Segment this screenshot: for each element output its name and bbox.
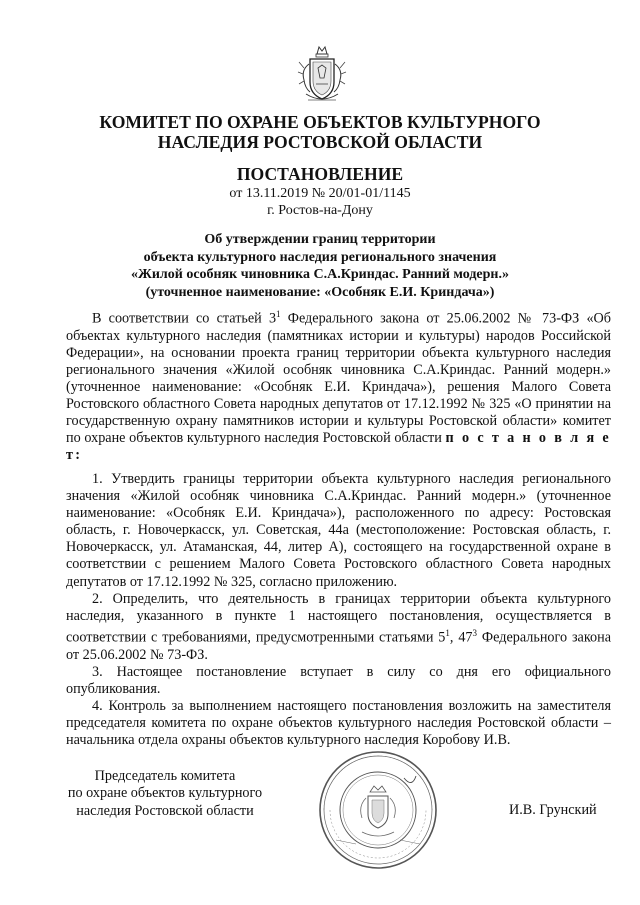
decree-keyword: п о с т а н о в л я е т: — [66, 430, 611, 464]
subject-line-4: (уточненное наименование: «Особняк Е.И. Криндача») — [145, 284, 495, 300]
org-name-line-1: КОМИТЕТ ПО ОХРАНЕ ОБЪЕКТОВ КУЛЬТУРНОГО — [99, 112, 541, 132]
item-2-superscript-1: 1 — [445, 627, 450, 638]
organization-header — [0, 112, 640, 152]
signatory-position-line-1: Председатель комитета — [94, 768, 236, 784]
preamble-text-start: В соответствии со статьей 3 — [92, 310, 277, 327]
signatory-position-line-3: наследия Ростовской области — [76, 802, 254, 819]
signatory-position — [60, 768, 270, 820]
preamble-text-main: Федерального закона от 25.06.2002 № 73-ФЗ «Об объектах культурного наследия (памятниках истории и культуры) народов Российской Федерации», на основании проекта границ территории объекта культурного наследия регионального значения «Жилой особняк чиновника С.А.Криндас. Ранний модерн.» (уточненное наименование: «Особняк Е.И. Криндача»), решения Малого Совета Ростовского областного Совета народных депутатов от 17.12.1992 № 325 «О принятии на государственную охрану памятников истории и культуры Ростовской области» комитет по охране объектов культурного наследия Ростовской области — [66, 310, 611, 447]
signatory-name: И.В. Грунский — [509, 802, 597, 818]
article-superscript: 1 — [276, 309, 281, 319]
item-3: 3. Настоящее постановление вступает в силу со дня его официального опубликования. — [66, 663, 611, 697]
subject-line-2: объекта культурного наследия регионального значения — [143, 249, 497, 265]
org-name-line-2: НАСЛЕДИЯ РОСТОВСКОЙ ОБЛАСТИ — [157, 132, 483, 152]
document-number-date: от 13.11.2019 № 20/01-01/1145 — [229, 186, 411, 201]
preamble-paragraph — [66, 306, 611, 465]
document-subject — [0, 231, 640, 301]
item-2-text-c: Федерального закона от 25.06.2002 № 73-ФЗ. — [66, 629, 612, 663]
resolution-items — [66, 471, 611, 749]
item-2-text-a: 2. Определить, что деятельность в границах территории объекта культурного наследия, указанного в пункте 1 настоящего постановления, осуществляется в соответствии с требованиями, предусмотренными статьями 5 — [66, 590, 611, 646]
subject-line-1: Об утверждении границ территории — [204, 232, 436, 247]
item-2-superscript-2: 3 — [472, 627, 478, 638]
item-4: 4. Контроль за выполнением настоящего постановления возложить на заместителя председателя комитета по охране объектов культурного наследия Ростовской области – начальника отдела охраны объектов культурного наследия Коробову И.В. — [66, 697, 611, 749]
item-1: 1. Утвердить границы территории объекта культурного наследия регионального значения «Жилой особняк чиновника С.А.Криндас. Ранний модерн.» (уточненное наименование: «Особняк Е.И. Криндача»), расположенного по адресу: Ростовская область, г. Новочеркасск, ул. Советская, 44а (местоположение: Ростовская область, г. Новочеркасск, ул. Атаманская, 44, литер А), состоящего на государственной охране в соответствии с решением Малого Совета Ростовского областного Совета народных депутатов от 17.12.1992 № 325, согласно приложению. — [66, 471, 611, 590]
signatory-position-line-2: по охране объектов культурного — [67, 785, 263, 802]
coat-of-arms-emblem — [296, 44, 348, 106]
item-2-text-b: , 47 — [449, 629, 473, 646]
document-type: ПОСТАНОВЛЕНИЕ — [236, 164, 404, 184]
item-2 — [66, 591, 611, 664]
subject-line-3: «Жилой особняк чиновника С.А.Криндас. Ранний модерн.» — [131, 267, 509, 282]
official-seal-stamp — [316, 748, 440, 872]
document-city: г. Ростов-на-Дону — [267, 203, 373, 218]
